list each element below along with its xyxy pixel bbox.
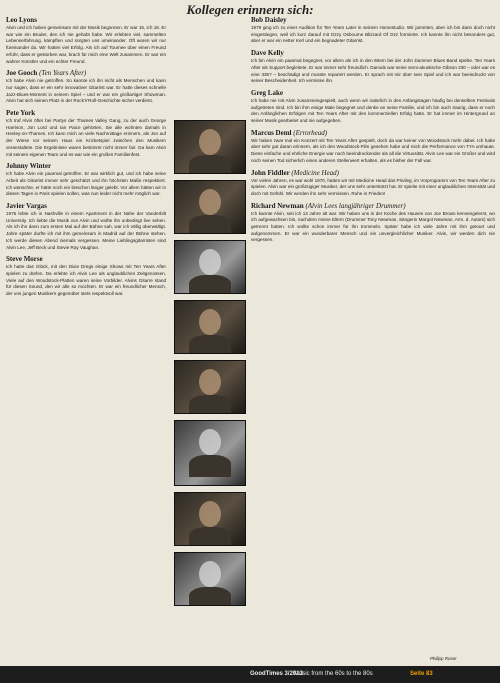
page-footer [0,666,500,683]
entry-richard-newman [251,202,495,245]
entry-leo-lyons [6,16,166,65]
entry-name: Joe Gooch (Ten Years After) [6,69,87,78]
entry-text: Ich habe Alvin ein paarmal getroffen. Er war wirklich gut, und ich habe seine Arbeit als Gitarrist immer sehr geschätzt und ihn höchsten Maße respektiert. Ich wünschte, er hätte noch ein bisschen länger gelebt. Vor allem hätten wir in diesen Tagen in Paris spielen sollen, was nun leider nicht mehr möglich war. [6,171,166,197]
entry-name: Steve Morse [6,255,43,264]
entry-text: Ich traf Alvin öfter bei Partys der Thames Valley Gang, zu der auch George Harrison, Jon Lord und Ian Paice gehörten. Sie alle wohnten damals in Henley-on-Thames. Ich kann mich an viele Nachmittage erinnern, als Jon auf der Wiese vor seinem Haus ein Kricketspiel zwischen den Musikern veranstaltete. Die Ergebnisse waren bestimmt nicht immer fair. Da kam Alvin mit seinem eigenen Team und es war wie ein großes Familienfest. [6,118,166,157]
entry-name: Johnny Winter [6,162,52,171]
entry-steve-morse [6,255,166,298]
entry-text: Ich habe nie mit Alvin zusammengespielt, auch wenn wir natürlich in den Anfangstagen häufig bei denselben Festivals aufgetreten sind. Ich bin ihm einige Male begegnet und denke an seine Familie, und ich bin auch traurig, dass er noch den Anfänglichen Erfolgen mit Ten Years After mit den kommerziellen Erfolg hatte. Er hat immer im Hintergrund an seiner Musik gearbeitet und nie aufgegeben. [251,97,495,124]
portrait-photo [174,360,246,414]
footer-page-number: Seite 83 [410,671,433,677]
left-column [6,16,166,664]
entry-marcus-deml [251,129,495,165]
entry-name: Dave Kelly [251,49,284,58]
entry-text: 1975 lebte ich in Nashville in einem Apartment in der Nähe der Vanderbilt University. Ich liebte die Musik von Alvin und wollte ihn unbedingt live sehen. Als ich ihn dann zum ersten Mal auf der Bühne sah, war ich völlig überwältigt. Jahre später durfte ich mit ihm gemeinsam in Madrid auf der Bühne stehen. Ich werde diesen Abend niemals vergessen. Meine Lieblingsgitarristen sind Alvin Lee, Jeff Beck und Stevie Ray Vaughan. [6,211,166,250]
portrait-photo [174,120,246,174]
entry-joe-gooch [6,69,166,105]
footer-tagline: Music from the 60s to the 80s [294,671,373,677]
entry-johnny-winter [6,162,166,198]
portrait-photo [174,552,246,606]
entry-text: Wir haben zwar mal ein Konzert mit Ten Years After gespielt, doch da war keiner von Woodstock mehr dabei. Ich habe aber sehr gut daran erinnern, als ich den Woodstock-Film gesehen habe und mich die Performance von TYA umhaute. Diese einfache und ehrliche Energie war noch beeindruckender als all die Virtuosität. Alvin Lee war ein Großer und wird noch seinen Tod sicherlich einen anderen Stellenwert erhalten, als es bisher der Fall war. [251,137,495,163]
entry-pete-york [6,109,166,158]
entry-name: Leo Lyons [6,16,37,24]
portrait-photo [174,180,246,234]
entry-name: Richard Newman (Alvin Lees langjähriger Drummer) [251,201,406,210]
entry-text: Alvin und ich haben gemeinsam mit der Musik begonnen. Er war 15, ich 16. Er war wie ein Bruder, den ich nie gehabt habe. Wir erlebten viel, sammelten Lebenserfahrung, kämpften und sorgten uns umeinander. Oft waren wir nur füreinander da. Wir hatten viel Erfolg. Als ich auf Tournee über einen Freund erfuhr, dass er gestorben war, brach für mich eine Welt zusammen. Er war ein wahrer Künstler und ein echter Freund. [6,25,166,64]
entry-greg-lake [251,89,495,125]
portrait-photo [174,300,246,354]
portrait-photo [174,420,246,486]
entry-john-fiddler [251,169,495,198]
right-column [251,16,495,664]
page-headline: Kollegen erinnern sich: [186,2,314,17]
entry-text: Ich kannte Alvin, seit ich 13 Jahre alt war. Wir haben uns in der Küche des Hauses von Joe Brown kennengelernt, wo ich aufgewachsen bin, nachdem meine Eltern (Drummer Tony Newman, Sängerin Margot Newman, Arm. d. Autors) sich getrennt hatten. Ich wollte schon immer für ihn trommeln. Später habe ich viele Jahre mit ihm getourt und aufgenommen. Er war ein wunderbarer Mensch und ein unvergleichlicher Musiker. Alvin, wir werden dich nie vergessen. [251,210,495,243]
portrait-column [174,120,244,612]
footer-magazine: GoodTimes 3/2013 [250,671,303,677]
entry-name: Greg Lake [251,88,283,97]
entry-name: John Fiddler (Medicine Head) [251,168,339,177]
author-credit: Philipp Roser [430,656,457,661]
entry-text: 1979 ging ich zu einer Audition für Ten Years Later in seinem Homestudio. Wir jammten, aber ich bin dann doch nicht eingestiegen, weil ich kurz darauf mit Ozzy Osbourne Blizzard Of Ozz formierte. Ich kannte ihn nicht besonders gut, aber er war ein netter Kerl und ein begnadeter Gitarrist. [251,25,495,44]
entry-text: Ich habe Alvin nie getroffen. So kannte ich ihn nicht als Menschen und kann nur sagen, dass er ein sehr innovativer Gitarrist war. Er hatte dieses schnelle Jazz-Blues-Moment in seinem Spiel – und er war ein großartiger Showman. Alvin hat sich seinen Platz in der Rock'n'Roll-Geschichte sicher verdient. [6,78,166,104]
entry-dave-kelly [251,49,495,85]
entry-name: Javier Vargas [6,202,47,211]
entry-name: Marcus Deml (Errorhead) [251,128,328,137]
entry-name: Pete York [6,109,36,118]
portrait-photo [174,240,246,294]
entry-name: Bob Daisley [251,16,287,24]
entry-text: Ich hatte das Glück, mit den Dixie Dregs einige Shows mit Ten Years After spielen zu dürfen. Da erlebte ich Alvin Lee als unglaublichen Zeitgenossen. Viele auf den Woodstock-Platten waren seine Vorbilder. Alvins Gitarre stand für diesen Sound, den wir alle so mochten. Er war ein freundlicher Mensch, der uns jungen Musikern gegenüber stets respektvoll war. [6,264,166,297]
entry-text: Vor vielen Jahren, es war wohl 1970, hatten wir mit Medicine Head das Privileg, im Vorprogramm von Ten Years After zu spielen. Alvin war ein großzügiger Musiker, der uns sehr unterstützt hat. Er spielte mit einer unglaublichen Intensität und doch mit Gefühl. Wir werden ihn sehr vermissen. Ruhe in Frieden! [251,177,495,196]
entry-bob-daisley [251,16,495,45]
entry-javier-vargas [6,202,166,251]
entry-text: Ich bin Alvin ein paarmal begegnet, vor allem als ich in den 60ern bei der John Dummer Blues Band spielte. Ten Years After als Support begleitete. Er war immer sehr freundlich. Damals war seine semi-akustische Gibson 330 – oder war es eine 335? – beschädigt und musste repariert werden. Er sprach mit mir über sein Spiel und ich war beeindruckt von seiner Bescheidenheit. Ich vermisse ihn. [251,58,495,84]
portrait-photo [174,492,246,546]
